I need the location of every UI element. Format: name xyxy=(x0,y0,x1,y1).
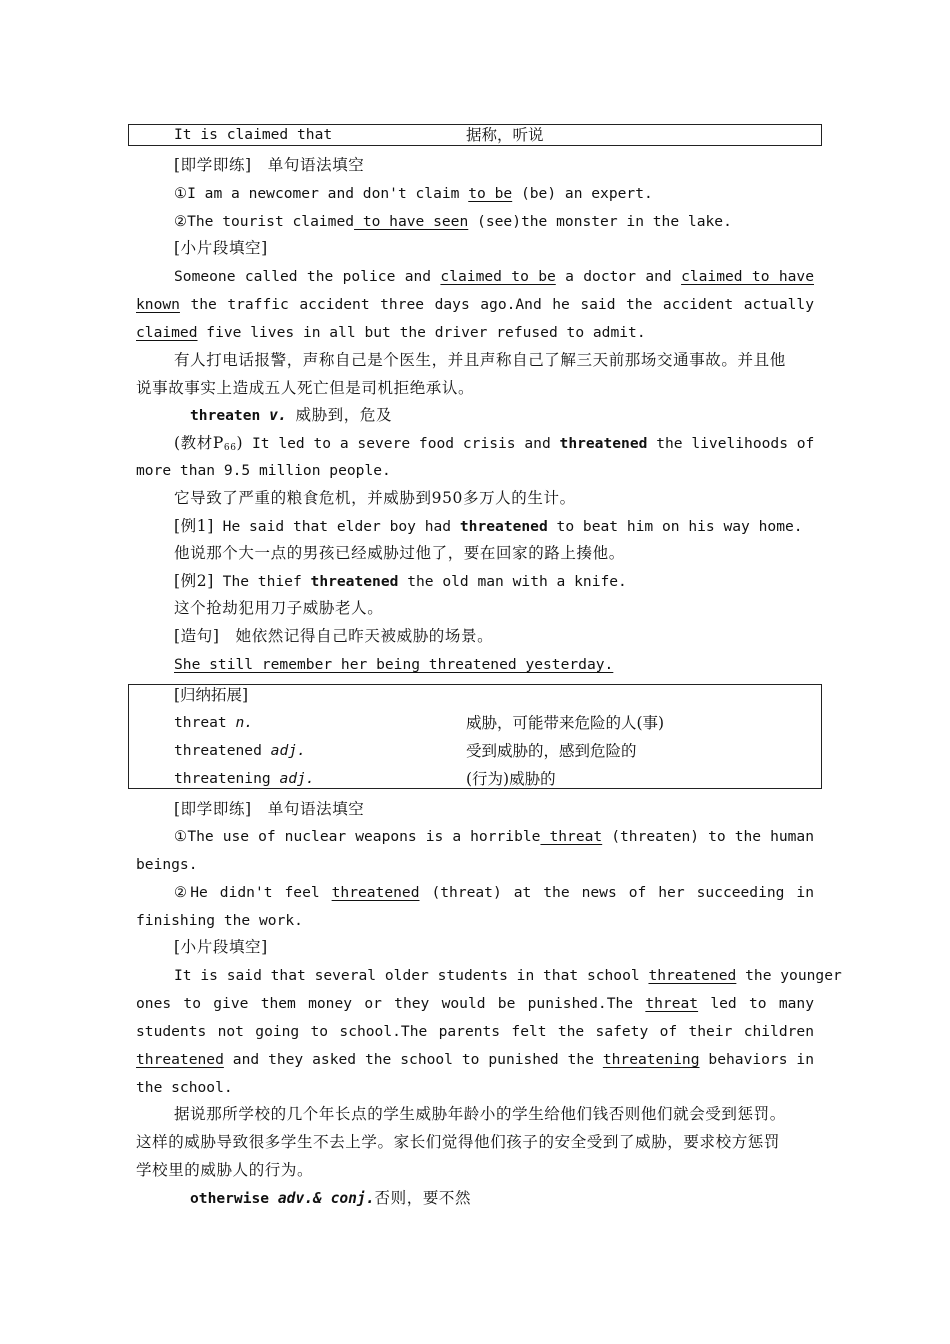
summary-meaning: (行为)威胁的 xyxy=(466,770,556,788)
fragment-line: Someone called the police and claimed to be a doctor and claimed to have xyxy=(174,268,814,285)
exercise-heading: [即学即练] 单句语法填空 xyxy=(174,156,365,174)
make-sentence-prompt: [造句] 她依然记得自己昨天被威胁的场景。 xyxy=(174,627,494,645)
answer: to be xyxy=(468,185,513,202)
summary-meaning: 威胁，可能带来危险的人(事) xyxy=(466,714,665,732)
vocab-entry: otherwise adv.& conj.否则，要不然 xyxy=(190,1189,472,1207)
fragment-line: known the traffic accident three days ago.And he said the accident actually xyxy=(136,296,814,313)
fragment-line: threatened and they asked the school to punished the threatening behaviors in xyxy=(136,1051,814,1068)
fragment-line: claimed five lives in all but the driver refused to admit. xyxy=(136,324,646,341)
fragment-translation: 有人打电话报警，声称自己是个医生，并且声称自己了解三天前那场交通事故。并且他 xyxy=(174,351,786,369)
fragment-heading: [小片段填空] xyxy=(174,239,268,257)
fragment-line: the school. xyxy=(136,1079,233,1096)
summary-word: threat n. xyxy=(174,714,254,731)
fragment-line: ones to give them money or they would be punished.The threat led to many xyxy=(136,995,814,1012)
textbook-translation: 它导致了严重的粮食危机，并威胁到950多万人的生计。 xyxy=(174,489,576,507)
summary-word: threatened adj. xyxy=(174,742,306,759)
exercise-question-1: beings. xyxy=(136,856,198,873)
summary-heading: [归纳拓展] xyxy=(174,686,249,704)
fragment-translation: 这样的威胁导致很多学生不去上学。家长们觉得他们孩子的安全受到了威胁，要求校方惩罚 xyxy=(136,1133,781,1151)
make-sentence-answer: She still remember her being threatened yesterday. xyxy=(174,656,614,673)
exercise-heading: [即学即练] 单句语法填空 xyxy=(174,800,365,818)
exercise-question-2: finishing the work. xyxy=(136,912,303,929)
textbook-sentence: more than 9.5 million people. xyxy=(136,462,391,479)
exercise-question-2: ②The tourist claimed to have seen (see)the monster in the lake. xyxy=(174,213,732,230)
example-1: [例1] He said that elder boy had threatened to beat him on his way home. xyxy=(174,517,803,535)
claimed-box-phrase: It is claimed that xyxy=(174,126,333,143)
summary-word: threatening adj. xyxy=(174,770,315,787)
claimed-box-meaning: 据称，听说 xyxy=(466,126,544,144)
fragment-line: It is said that several older students in that school threatened the younger xyxy=(174,967,842,984)
textbook-sentence: (教材$P_{66}$) It led to a severe food crisis and threatened the livelihoods of xyxy=(174,434,815,453)
exercise-question-1: ①The use of nuclear weapons is a horrible threat (threaten) to the human xyxy=(174,828,815,845)
vocab-entry: threaten v. 威胁到，危及 xyxy=(190,406,393,424)
fragment-line: students not going to school.The parents felt the safety of their children xyxy=(136,1023,814,1040)
exercise-question-2: ②He didn't feel threatened (threat) at the news of her succeeding in xyxy=(174,884,814,901)
example-1-translation: 他说那个大一点的男孩已经威胁过他了，要在回家的路上揍他。 xyxy=(174,544,625,562)
fragment-heading: [小片段填空] xyxy=(174,938,268,956)
answer: to have seen xyxy=(354,213,469,230)
example-2-translation: 这个抢劫犯用刀子威胁老人。 xyxy=(174,599,384,617)
fragment-translation: 学校里的威胁人的行为。 xyxy=(136,1161,314,1179)
fragment-translation: 说事故事实上造成五人死亡但是司机拒绝承认。 xyxy=(136,379,475,397)
example-2: [例2] The thief threatened the old man with a knife. xyxy=(174,572,627,590)
summary-meaning: 受到威胁的，感到危险的 xyxy=(466,742,637,760)
fragment-translation: 据说那所学校的几个年长点的学生威胁年龄小的学生给他们钱否则他们就会受到惩罚。 xyxy=(174,1105,786,1123)
exercise-question-1: ①I am a newcomer and don't claim to be (be) an expert. xyxy=(174,185,653,202)
